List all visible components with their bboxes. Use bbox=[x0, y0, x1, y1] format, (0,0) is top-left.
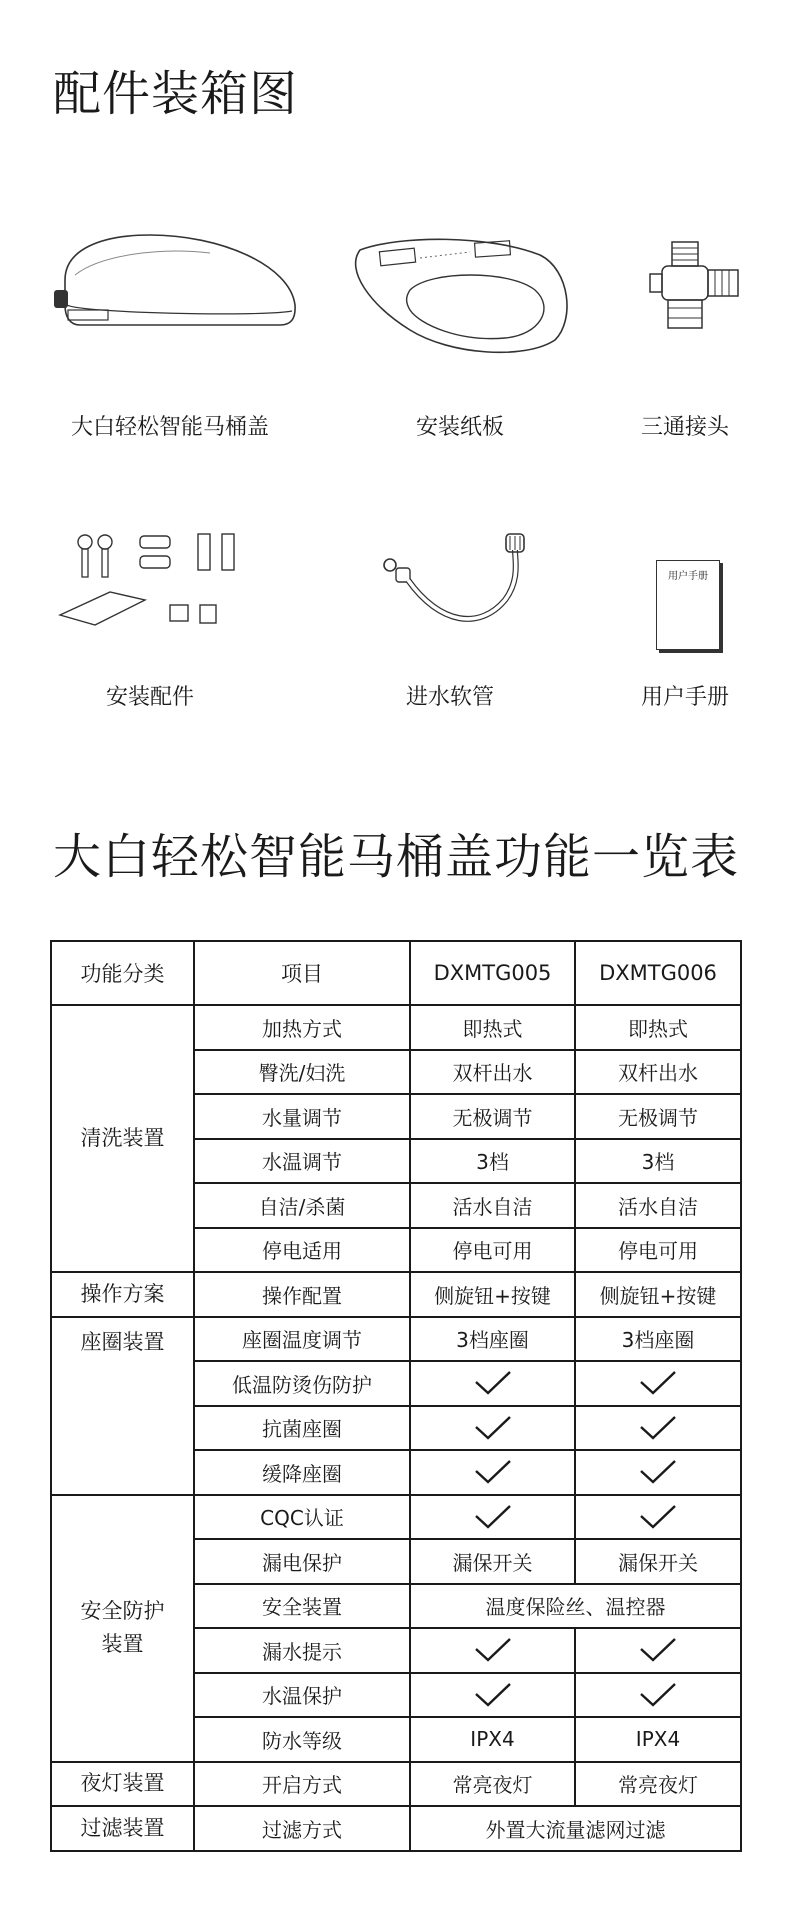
checkmark-icon bbox=[638, 1414, 678, 1442]
three-way-valve-icon bbox=[620, 220, 750, 350]
toilet-seat-icon bbox=[40, 225, 300, 345]
item-cell: 漏电保护 bbox=[194, 1539, 410, 1584]
item-label: 安装纸板 bbox=[415, 415, 504, 440]
table-row bbox=[51, 1317, 741, 1362]
value-cell: 双杆出水 bbox=[575, 1050, 741, 1095]
value-cell-merged: 外置大流量滤网过滤 bbox=[410, 1806, 741, 1851]
header-cell: 项目 bbox=[194, 941, 410, 1005]
checkmark-icon bbox=[638, 1458, 678, 1486]
item-label: 用户手册 bbox=[640, 685, 729, 710]
item-install-parts bbox=[40, 530, 260, 710]
table-row bbox=[51, 1272, 741, 1317]
checkmark-icon bbox=[638, 1681, 678, 1709]
value-cell bbox=[575, 1450, 741, 1495]
item-three-way-valve bbox=[620, 220, 750, 440]
item-label: 大白轻松智能马桶盖 bbox=[70, 415, 269, 440]
header-cell: DXMTG005 bbox=[410, 941, 575, 1005]
packing-list-title: 配件装箱图 bbox=[53, 66, 299, 122]
item-cell: 自洁/杀菌 bbox=[194, 1183, 410, 1228]
checkmark-icon bbox=[473, 1369, 513, 1397]
install-template-icon bbox=[340, 230, 580, 360]
value-cell: 停电可用 bbox=[410, 1228, 575, 1273]
manual-cover-text: 用户手册 bbox=[668, 571, 708, 582]
item-label: 进水软管 bbox=[405, 685, 494, 710]
value-cell: 3档 bbox=[575, 1139, 741, 1184]
value-cell: 无极调节 bbox=[575, 1094, 741, 1139]
item-install-template bbox=[340, 220, 580, 440]
checkmark-icon bbox=[638, 1636, 678, 1664]
item-user-manual bbox=[620, 530, 750, 710]
header-cell: 功能分类 bbox=[51, 941, 194, 1005]
category-label: 装置 bbox=[101, 1632, 144, 1656]
category-cell: 过滤装置 bbox=[51, 1806, 194, 1851]
value-cell bbox=[575, 1361, 741, 1406]
item-cell: 水量调节 bbox=[194, 1094, 410, 1139]
value-cell bbox=[575, 1495, 741, 1540]
category-label: 安全防护 bbox=[80, 1599, 165, 1624]
header-cell: DXMTG006 bbox=[575, 941, 741, 1005]
feature-table bbox=[50, 940, 742, 1852]
checkmark-icon bbox=[473, 1636, 513, 1664]
value-cell bbox=[410, 1673, 575, 1718]
item-cell: 水温保护 bbox=[194, 1673, 410, 1718]
item-cell: 过滤方式 bbox=[194, 1806, 410, 1851]
category-cell: 夜灯装置 bbox=[51, 1762, 194, 1807]
checkmark-icon bbox=[473, 1414, 513, 1442]
value-cell: 侧旋钮+按键 bbox=[575, 1272, 741, 1317]
value-cell: 常亮夜灯 bbox=[575, 1762, 741, 1807]
value-cell: 3档座圈 bbox=[410, 1317, 575, 1362]
item-cell: 防水等级 bbox=[194, 1717, 410, 1762]
item-water-hose bbox=[360, 530, 540, 710]
value-cell bbox=[575, 1673, 741, 1718]
table-row bbox=[51, 1806, 741, 1851]
value-cell bbox=[410, 1450, 575, 1495]
value-cell: 即热式 bbox=[410, 1005, 575, 1050]
table-header-row bbox=[51, 941, 741, 1005]
install-parts-icon bbox=[50, 530, 270, 640]
item-cell: 停电适用 bbox=[194, 1228, 410, 1273]
value-cell bbox=[410, 1628, 575, 1673]
value-cell-merged: 温度保险丝、温控器 bbox=[410, 1584, 741, 1629]
item-cell: 开启方式 bbox=[194, 1762, 410, 1807]
category-cell: 清洗装置 bbox=[51, 1005, 194, 1272]
value-cell bbox=[575, 1406, 741, 1451]
value-cell: 漏保开关 bbox=[575, 1539, 741, 1584]
category-cell bbox=[51, 1495, 194, 1762]
category-cell bbox=[51, 1317, 194, 1495]
value-cell: 停电可用 bbox=[575, 1228, 741, 1273]
value-cell bbox=[410, 1406, 575, 1451]
water-hose-icon bbox=[360, 530, 540, 640]
item-cell: 座圈温度调节 bbox=[194, 1317, 410, 1362]
category-label: 座圈装置 bbox=[80, 1329, 165, 1354]
item-cell: 水温调节 bbox=[194, 1139, 410, 1184]
item-cell: 加热方式 bbox=[194, 1005, 410, 1050]
checkmark-icon bbox=[473, 1681, 513, 1709]
value-cell bbox=[410, 1361, 575, 1406]
checkmark-icon bbox=[638, 1503, 678, 1531]
table-row bbox=[51, 1005, 741, 1050]
value-cell: 漏保开关 bbox=[410, 1539, 575, 1584]
value-cell: 双杆出水 bbox=[410, 1050, 575, 1095]
category-cell: 操作方案 bbox=[51, 1272, 194, 1317]
value-cell: 活水自洁 bbox=[575, 1183, 741, 1228]
value-cell: 常亮夜灯 bbox=[410, 1762, 575, 1807]
item-cell: 操作配置 bbox=[194, 1272, 410, 1317]
value-cell: 3档 bbox=[410, 1139, 575, 1184]
item-cell: CQC认证 bbox=[194, 1495, 410, 1540]
value-cell: IPX4 bbox=[410, 1717, 575, 1762]
item-cell: 漏水提示 bbox=[194, 1628, 410, 1673]
item-cell: 安全装置 bbox=[194, 1584, 410, 1629]
item-toilet-seat bbox=[40, 220, 300, 440]
item-cell: 缓降座圈 bbox=[194, 1450, 410, 1495]
checkmark-icon bbox=[473, 1503, 513, 1531]
item-cell: 臀洗/妇洗 bbox=[194, 1050, 410, 1095]
manual-icon bbox=[656, 560, 720, 650]
value-cell bbox=[575, 1628, 741, 1673]
table-row bbox=[51, 1495, 741, 1540]
value-cell: 侧旋钮+按键 bbox=[410, 1272, 575, 1317]
value-cell bbox=[410, 1495, 575, 1540]
feature-table-title: 大白轻松智能马桶盖功能一览表 bbox=[53, 829, 740, 885]
value-cell: 即热式 bbox=[575, 1005, 741, 1050]
value-cell: 无极调节 bbox=[410, 1094, 575, 1139]
checkmark-icon bbox=[638, 1369, 678, 1397]
value-cell: IPX4 bbox=[575, 1717, 741, 1762]
item-label: 安装配件 bbox=[105, 685, 194, 710]
table-row bbox=[51, 1762, 741, 1807]
value-cell: 活水自洁 bbox=[410, 1183, 575, 1228]
value-cell: 3档座圈 bbox=[575, 1317, 741, 1362]
item-cell: 抗菌座圈 bbox=[194, 1406, 410, 1451]
checkmark-icon bbox=[473, 1458, 513, 1486]
item-label: 三通接头 bbox=[640, 415, 729, 440]
item-cell: 低温防烫伤防护 bbox=[194, 1361, 410, 1406]
